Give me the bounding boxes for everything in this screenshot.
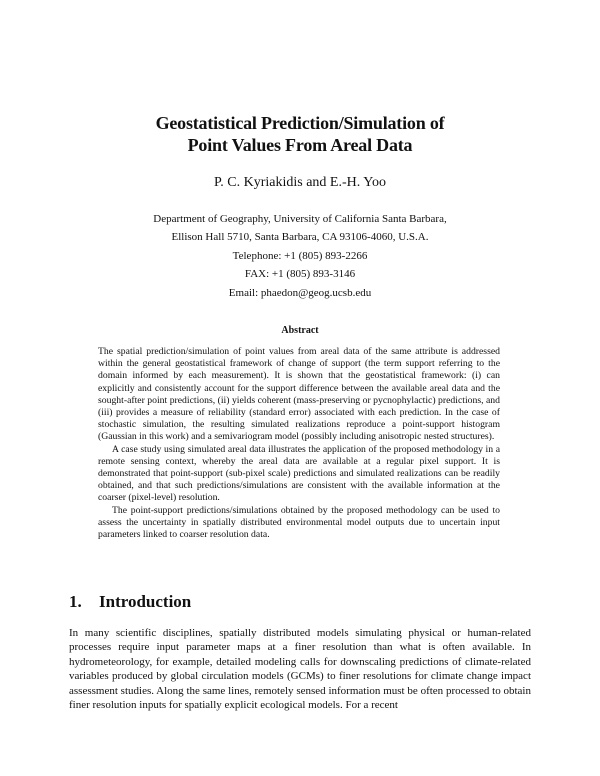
affiliation-address: Ellison Hall 5710, Santa Barbara, CA 93106-4060, U.S.A. bbox=[171, 231, 429, 244]
abstract-paragraph: The spatial prediction/simulation of point values from areal data of the same attribute is addressed within the general geostatistical framework of change of support (the term support referring to the domain informed by each measurement). It is shown that the geostatistical framework: (i) can explicitly and consistently account for the support difference between the available areal data and the sought-after point predictions, (ii) yields coherent (mass-preserving or pycnophylactic) predictions, and (iii) provides a measure of reliability (standard error) associated with each prediction. In the case of stochastic simulation, the resulting simulated realizations reproduce a point-support histogram (Gaussian in this work) and a semivariogram model (possibly including anisotropic nested structures). bbox=[98, 346, 500, 443]
section-heading-introduction bbox=[69, 592, 191, 612]
abstract-paragraph: The point-support predictions/simulations obtained by the proposed methodology can be used to assess the uncertainty in spatially distributed environmental model outputs due to uncertain input parameters linked to coarser resolution data. bbox=[98, 504, 500, 541]
affiliation-block bbox=[0, 210, 600, 302]
abstract-body bbox=[98, 346, 500, 541]
body-paragraph: In many scientific disciplines, spatially distributed models simulating physical or human-related processes require input parameter maps at a finer resolution than what is often available. In hydrometeorology, for example, detailed modeling calls for downscaling predictions of climate-related variables produced by global circulation models (GCMs) to finer resolutions for climate change impact assessment studies. Along the same lines, remotely sensed information must be often processed to obtain finer resolution inputs for spatially explicit ecological models. For a recent bbox=[69, 627, 531, 712]
title-line-2: Point Values From Areal Data bbox=[187, 135, 413, 155]
abstract-paragraph: A case study using simulated areal data illustrates the application of the proposed methodology in a remote sensing context, whereby the areal data are available at a regular pixel support. It is demonstrated that point-support (sub-pixel scale) predictions and simulated realizations can be readily obtained, and that such predictions/simulations are consistent with the available information at the coarser (pixel-level) resolution. bbox=[98, 443, 500, 504]
affiliation-telephone: Telephone: +1 (805) 893-2266 bbox=[232, 249, 368, 262]
section-title: Introduction bbox=[99, 592, 192, 611]
affiliation-department: Department of Geography, University of California Santa Barbara, bbox=[153, 213, 447, 225]
introduction-body bbox=[69, 626, 531, 712]
abstract-heading: Abstract bbox=[281, 325, 319, 336]
section-number: 1. bbox=[69, 592, 82, 611]
title-line-1: Geostatistical Prediction/Simulation of bbox=[155, 113, 445, 133]
affiliation-fax: FAX: +1 (805) 893-3146 bbox=[244, 268, 356, 281]
affiliation-email: Email: phaedon@geog.ucsb.edu bbox=[228, 286, 372, 299]
paper-title bbox=[0, 112, 600, 156]
authors: P. C. Kyriakidis and E.-H. Yoo bbox=[214, 175, 386, 190]
